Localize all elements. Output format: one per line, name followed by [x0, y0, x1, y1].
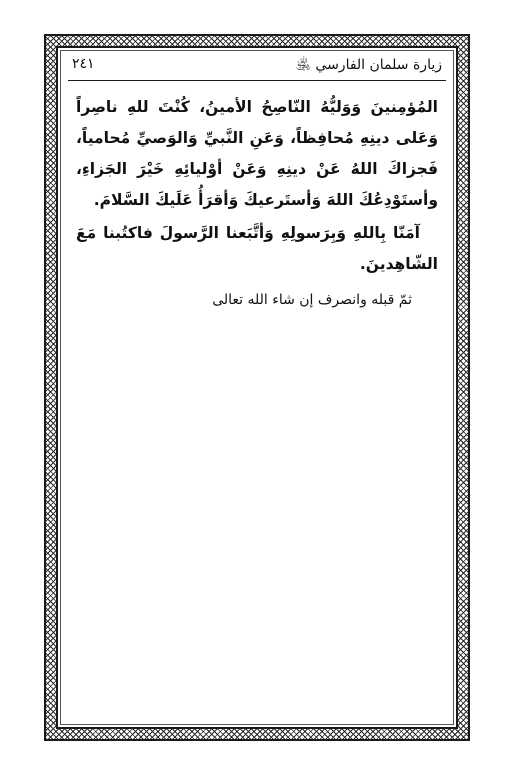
header-divider: [68, 80, 446, 81]
page-area: [56, 46, 458, 729]
header-title: زيارة سلمان الفارسي ﵁: [295, 57, 442, 73]
closing-note: ثمّ قبله وانصرف إن شاء الله تعالى: [212, 292, 412, 308]
running-header: [72, 54, 442, 78]
page-number: ٢٤١: [72, 56, 95, 72]
paragraph-1: المُؤمِنينَ وَوَليُّهُ النّاصِحُ الأمينُ، كُنْتَ للهِ ناصِراً وَعَلى دينِهِ مُحافِظاً، وَعَنِ النَّبيِّ وَالوَصيِّ مُحامياً، فَجزاكَ اللهُ عَنْ دينِهِ وَعَنْ أوْليائِهِ خَيْرَ الجَزاءِ، وأستَوْدِعُكَ اللهَ وَأستَرعيكَ وَأقرَأُ عَلَيكَ السَّلامَ.: [76, 98, 438, 209]
decorative-page-border: [44, 34, 470, 741]
paragraph-2: آمَنّا بِاللهِ وَبِرَسولِهِ وَأتَّبَعنا الرَّسولَ فاكتُبنا مَعَ الشّاهِدينَ.: [76, 224, 438, 273]
page-body: [76, 92, 438, 314]
